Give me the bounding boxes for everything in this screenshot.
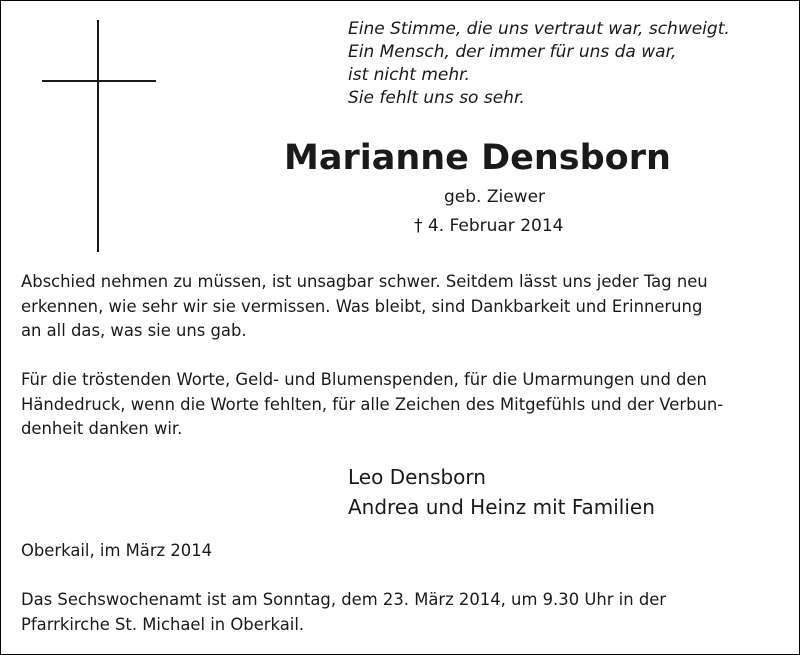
verse-line: Sie fehlt uns so sehr. — [348, 88, 525, 108]
paragraph-line: Für die tröstenden Worte, Geld- und Blumenspenden, für die Umarmungen und den — [21, 370, 707, 389]
cross-vertical-bar — [97, 20, 99, 252]
paragraph-line: Abschied nehmen zu müssen, ist unsagbar schwer. Seitdem lässt uns jeder Tag neu — [21, 272, 708, 291]
paragraph-line: an all das, was sie uns gab. — [21, 321, 247, 340]
deceased-name: Marianne Densborn — [284, 138, 671, 178]
service-notice — [21, 588, 781, 637]
death-date: † 4. Februar 2014 — [414, 216, 564, 236]
signature-line: Leo Densborn — [348, 465, 486, 489]
verse-line: ist nicht mehr. — [348, 65, 470, 85]
service-line: Pfarrkirche St. Michael in Oberkail. — [21, 614, 305, 634]
memorial-verse — [348, 18, 778, 110]
birth-name: geb. Ziewer — [444, 187, 546, 207]
paragraph-line: denheit danken wir. — [21, 419, 183, 438]
paragraph-line: Händedruck, wenn die Worte fehlten, für alle Zeichen des Mitgefühls und der Verbun- — [21, 394, 724, 414]
verse-line: Ein Mensch, der immer für uns da war, — [348, 42, 677, 62]
paragraph-line: erkennen, wie sehr wir sie vermissen. Was bleibt, sind Dankbarkeit und Erinnerung — [21, 296, 703, 316]
verse-line: Eine Stimme, die uns vertraut war, schweigt. — [348, 19, 730, 39]
farewell-paragraph — [21, 270, 781, 344]
signature-line: Andrea und Heinz mit Familien — [348, 495, 655, 519]
service-line: Das Sechswochenamt ist am Sonntag, dem 23. März 2014, um 9.30 Uhr in der — [21, 590, 667, 609]
place-date: Oberkail, im März 2014 — [21, 541, 213, 560]
cross-horizontal-bar — [42, 80, 156, 82]
signature-block — [348, 462, 655, 522]
thanks-paragraph — [21, 368, 781, 442]
